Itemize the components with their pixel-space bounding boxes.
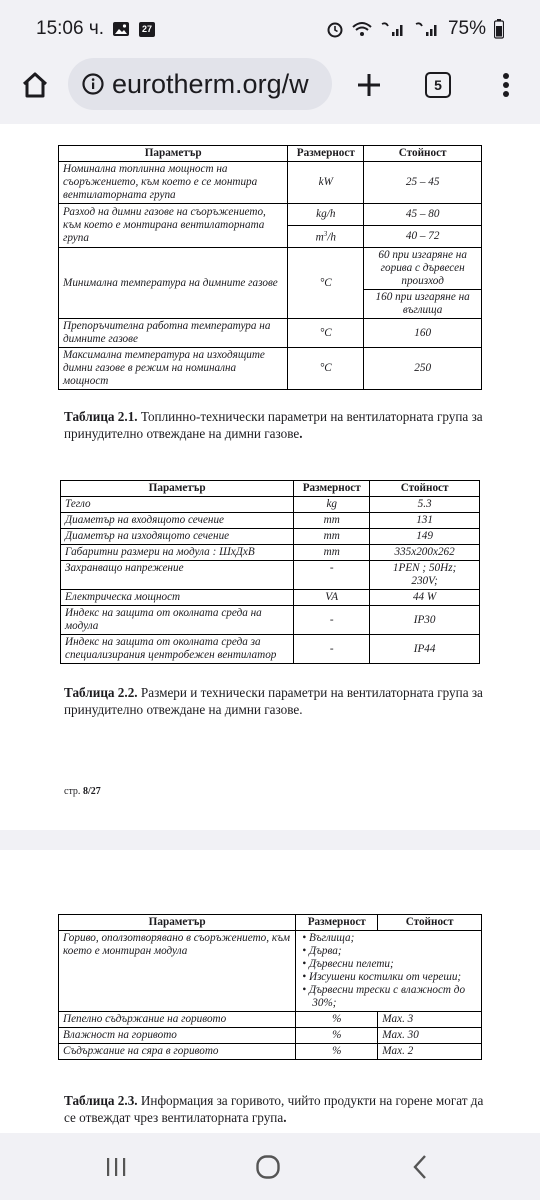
fuel-item: Дърва; [309,945,342,957]
recent-apps-icon [104,1156,128,1178]
recent-apps-button[interactable] [100,1151,132,1183]
param-cell: Диаметър на изходящото сечение [61,529,294,545]
battery-icon [494,19,504,39]
header-parameter: Параметър [61,481,294,497]
unit-cell: kg/h [288,204,364,226]
param-cell: Съдържание на сяра в горивото [59,1044,296,1060]
back-button[interactable] [404,1151,436,1183]
table-row [61,606,480,635]
list-item: • Дървесни пелети; [302,958,394,970]
unit-tail: /h [327,231,336,244]
table-2-3 [58,914,482,1060]
value-cell: 25 – 45 [364,162,482,204]
table-row [61,513,480,529]
caption-label: Таблица 2.3. [64,1093,138,1108]
unit-cell: % [296,1012,378,1028]
param-cell: Захранващо напрежение [61,561,294,590]
fuel-list [298,932,477,1010]
caption-text: Размери и технически параметри на вентилаторната група за принудително отвеждане на димни газове. [64,685,483,717]
unit-cell: % [296,1028,378,1044]
param-cell: Индекс на защита от околната среда за специализирания центробежен вентилатор [61,635,294,664]
wifi-icon [352,20,372,38]
browser-toolbar [0,58,540,124]
table-header-row [61,481,480,497]
unit-cell: - [294,635,370,664]
param-cell: Влажност на горивото [59,1028,296,1044]
header-unit: Размерност [296,915,378,931]
status-time: 15:06 ч. [36,18,105,39]
site-info-icon[interactable] [82,73,104,95]
header-value: Стойност [370,481,480,497]
system-nav-bar [0,1133,540,1200]
list-item: • Въглища; [302,932,355,944]
table-2-2 [60,480,480,664]
caption-text: Информация за горивото, чийто продукти на горене могат да се отвеждат чрез вентилаторната група [64,1093,484,1125]
value-cell: 250 [364,348,482,390]
param-cell: Диаметър на входящото сечение [61,513,294,529]
value-cell: IP30 [370,606,480,635]
param-cell: Минимална температура на димните газове [59,248,288,319]
table-2-1-caption [64,408,484,442]
param-cell: Максимална температура на изходящите димни газове в режим на номинална мощност [59,348,288,390]
param-cell: Тегло [61,497,294,513]
table-2-2-caption [64,684,484,718]
value-cell: 45 – 80 [364,204,482,226]
unit-cell: kW [288,162,364,204]
table-2-1 [58,145,482,390]
table-row [61,529,480,545]
unit-cell [288,226,364,248]
plus-icon [356,72,382,98]
header-parameter: Параметър [59,915,296,931]
url-bar[interactable] [68,58,332,110]
unit-cell: % [296,1044,378,1060]
table-row [61,561,480,590]
home-icon [20,70,50,100]
tab-switcher-button[interactable] [422,69,454,101]
header-value: Стойност [364,146,482,162]
header-parameter: Параметър [59,146,288,162]
menu-button[interactable] [494,68,518,102]
table-row [59,1012,482,1028]
caption-label: Таблица 2.1. [64,409,138,424]
status-bar [0,0,540,58]
value-cell: 44 W [370,590,480,606]
unit-cell: VA [294,590,370,606]
unit-cell: mm [294,513,370,529]
table-row [61,635,480,664]
caption-end: . [299,426,303,441]
header-value: Стойност [378,915,482,931]
document-page-9 [0,850,540,1133]
value-cell: 5.3 [370,497,480,513]
fuel-list-cell [296,931,482,1012]
list-item: • Изсушени костилки от череши; [302,971,462,983]
unit-cell: °C [288,248,364,319]
alarm-icon [326,20,344,38]
param-cell: Номинална топлинна мощност на съоръжението, към което е се монтира вентилаторната група [59,162,288,204]
unit-cell: - [294,561,370,590]
unit-sup: 3 [323,230,328,239]
home-circle-icon [255,1154,281,1180]
unit-cell: kg [294,497,370,513]
table-row [59,204,482,226]
table-header-row [59,915,482,931]
fuel-item: Дървесни пелети; [309,958,394,970]
value-cell: 160 [364,319,482,348]
caption-text: Топлинно-технически параметри на вентилаторната група за принудително отвеждане на димни газове [64,409,483,441]
document-page-8 [0,124,540,830]
table-row [61,590,480,606]
table-row [59,931,482,1012]
param-cell: Електрическа мощност [61,590,294,606]
more-vert-icon [502,72,510,98]
value-cell: 1PEN ; 50Hz; 230V; [370,561,480,590]
table-row [59,162,482,204]
fuel-item: Дървесни трески с влажност до 30%; [309,984,466,1009]
header-unit: Размерност [288,146,364,162]
battery-percent: 75% [447,18,486,39]
signal-sim2-icon [414,20,440,38]
caption-label: Таблица 2.2. [64,685,138,700]
unit-cell: °C [288,319,364,348]
fuel-item: Изсушени костилки от череши; [309,971,462,983]
calendar-day: 27 [142,24,153,34]
fuel-item: Въглища; [309,932,355,944]
table-row [59,1044,482,1060]
caption-end: . [283,1110,287,1125]
value-cell: 131 [370,513,480,529]
home-nav-button[interactable] [252,1151,284,1183]
value-cell: Max. 30 [378,1028,482,1044]
table-row [59,1028,482,1044]
page-number-value: 8/27 [82,786,101,797]
value-cell: 60 при изгаряне на горива с дървесен произход [364,248,482,290]
gallery-icon [112,20,130,38]
param-cell: Гориво, оползотворявано в съоръжението, към което е монтиран модула [59,931,296,1012]
table-2-3-caption [64,1092,484,1126]
value-cell: Max. 2 [378,1044,482,1060]
table-row [59,348,482,390]
param-cell: Пепелно съдържание на горивото [59,1012,296,1028]
table-row [59,319,482,348]
value-cell: Max. 3 [378,1012,482,1028]
url-text: eurotherm.org/w [112,68,309,99]
tab-count: 5 [425,72,451,98]
value-cell: 40 – 72 [364,226,482,248]
table-row [61,497,480,513]
unit-cell: mm [294,545,370,561]
unit-base: m [315,231,324,244]
page-label: стр. [64,786,83,797]
param-cell: Индекс на защита от околната среда на модула [61,606,294,635]
table-header-row [59,146,482,162]
home-button[interactable] [18,68,52,102]
list-item: • Дърва; [302,945,342,957]
unit-cell: - [294,606,370,635]
value-cell: 160 при изгаряне на въглища [364,290,482,319]
value-cell: IP44 [370,635,480,664]
value-cell: 149 [370,529,480,545]
calendar-icon [138,20,156,38]
table-row [61,545,480,561]
param-cell: Разход на димни газове на съоръжението, към което е монтирана вентилаторната група [59,204,288,248]
page-number [64,786,101,797]
unit-cell: mm [294,529,370,545]
param-cell: Габаритни размери на модула : ШхДхВ [61,545,294,561]
table-row [59,248,482,290]
signal-sim1-icon [380,20,406,38]
new-tab-button[interactable] [352,68,386,102]
param-cell: Препоръчителна работна температура на димните газове [59,319,288,348]
value-cell: 335x200x262 [370,545,480,561]
unit-cell: °C [288,348,364,390]
list-item: • Дървесни трески с влажност до 30%; [302,984,466,1009]
header-unit: Размерност [294,481,370,497]
back-chevron-icon [410,1154,430,1180]
